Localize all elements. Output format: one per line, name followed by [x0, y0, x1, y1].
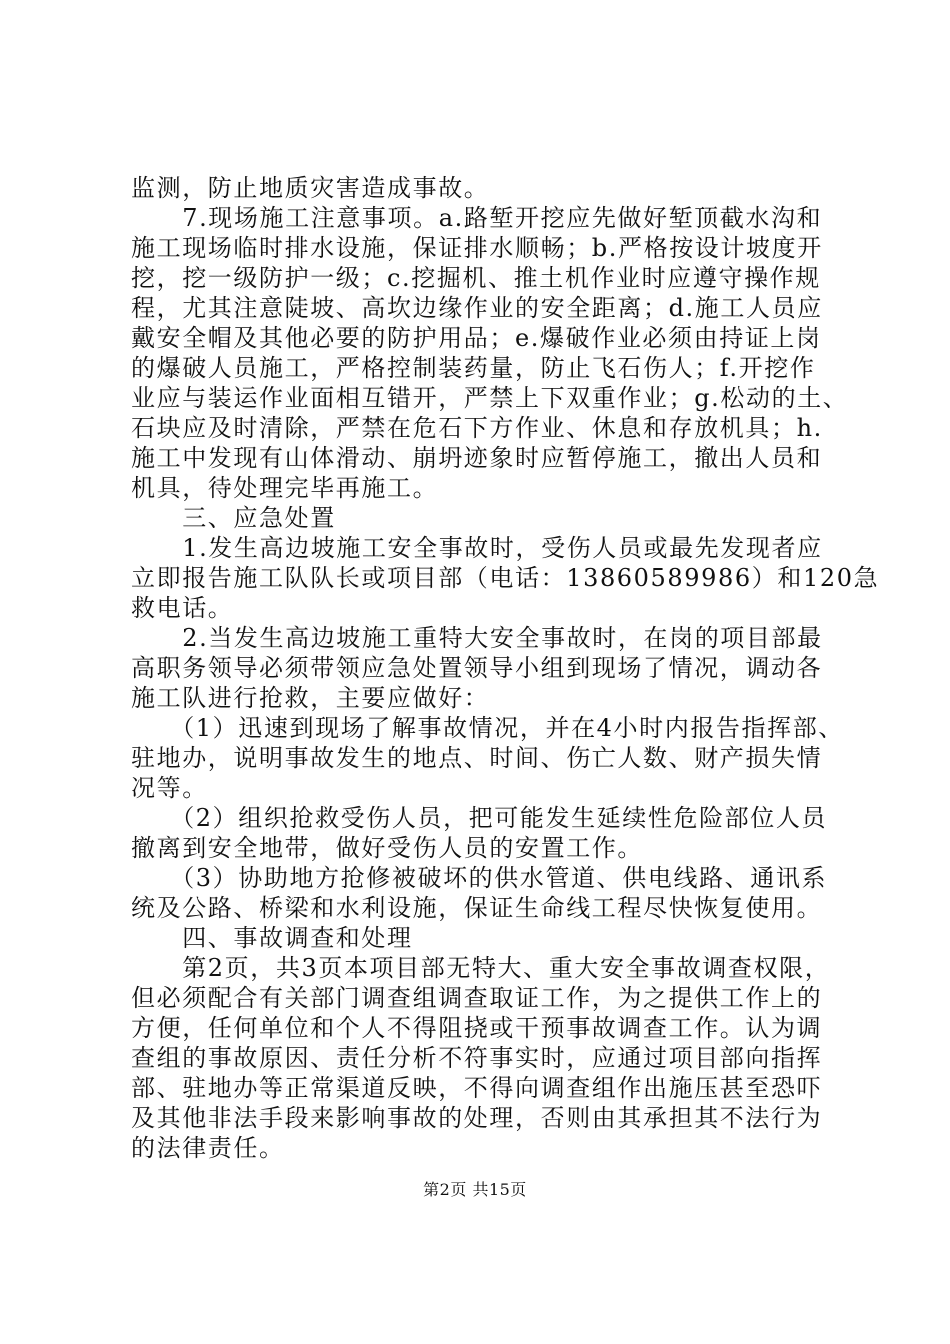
text-line: 的爆破人员施工，严格控制装药量，防止飞石伤人；f.开挖作	[131, 354, 816, 382]
text-line: 挖，挖一级防护一级；c.挖掘机、推土机作业时应遵守操作规	[131, 264, 821, 292]
text-line: 机具，待处理完毕再施工。	[131, 474, 439, 502]
text-line: 查组的事故原因、责任分析不符事实时，应通过项目部向指挥	[131, 1044, 823, 1072]
text-line: 业应与装运作业面相互错开，严禁上下双重作业；g.松动的土、	[131, 384, 849, 412]
text-line: 统及公路、桥梁和水利设施，保证生命线工程尽快恢复使用。	[131, 894, 823, 922]
text-line: 第2页，共3页本项目部无特大、重大安全事故调查权限，	[131, 954, 831, 982]
text-line: 撤离到安全地带，做好受伤人员的安置工作。	[131, 834, 643, 862]
text-line: 2.当发生高边坡施工重特大安全事故时，在岗的项目部最	[131, 624, 823, 652]
text-line: 施工中发现有山体滑动、崩坍迹象时应暂停施工，撤出人员和	[131, 444, 823, 472]
text-line: 但必须配合有关部门调查组调查取证工作，为之提供工作上的	[131, 984, 823, 1012]
text-line: 7.现场施工注意事项。a.路堑开挖应先做好堑顶截水沟和	[131, 204, 823, 232]
text-line: 监测，防止地质灾害造成事故。	[131, 174, 490, 202]
text-line: 程，尤其注意陡坡、高坎边缘作业的安全距离；d.施工人员应	[131, 294, 823, 322]
text-line: 立即报告施工队队长或项目部（电话：13860589986）和120急	[131, 564, 880, 592]
text-line: 及其他非法手段来影响事故的处理，否则由其承担其不法行为	[131, 1104, 823, 1132]
text-line: 施工队进行抢救，主要应做好：	[131, 684, 490, 712]
text-line: 1.发生高边坡施工安全事故时，受伤人员或最先发现者应	[131, 534, 823, 562]
text-line: 戴安全帽及其他必要的防护用品；e.爆破作业必须由持证上岗	[131, 324, 822, 352]
text-line: 石块应及时清除，严禁在危石下方作业、休息和存放机具；h.	[131, 414, 823, 442]
text-line: （1）迅速到现场了解事故情况，并在4小时内报告指挥部、	[131, 714, 844, 742]
text-line: （2）组织抢救受伤人员，把可能发生延续性危险部位人员	[131, 804, 828, 832]
text-line: 部、驻地办等正常渠道反映，不得向调查组作出施压甚至恐吓	[131, 1074, 823, 1102]
text-line: 施工现场临时排水设施，保证排水顺畅；b.严格按设计坡度开	[131, 234, 823, 262]
text-line: 救电话。	[131, 594, 234, 622]
text-line: （3）协助地方抢修被破坏的供水管道、供电线路、通讯系	[131, 864, 828, 892]
page-number-footer: 第2页 共15页	[423, 1180, 527, 1199]
text-line: 的法律责任。	[131, 1134, 285, 1162]
text-line: 方便，任何单位和个人不得阻挠或干预事故调查工作。认为调	[131, 1014, 823, 1042]
text-line: 驻地办，说明事故发生的地点、时间、伤亡人数、财产损失情	[131, 744, 823, 772]
text-line: 高职务领导必须带领应急处置领导小组到现场了情况，调动各	[131, 654, 823, 682]
section-heading: 四、事故调查和处理	[131, 924, 413, 952]
section-heading: 三、应急处置	[131, 504, 336, 532]
text-line: 况等。	[131, 774, 208, 802]
